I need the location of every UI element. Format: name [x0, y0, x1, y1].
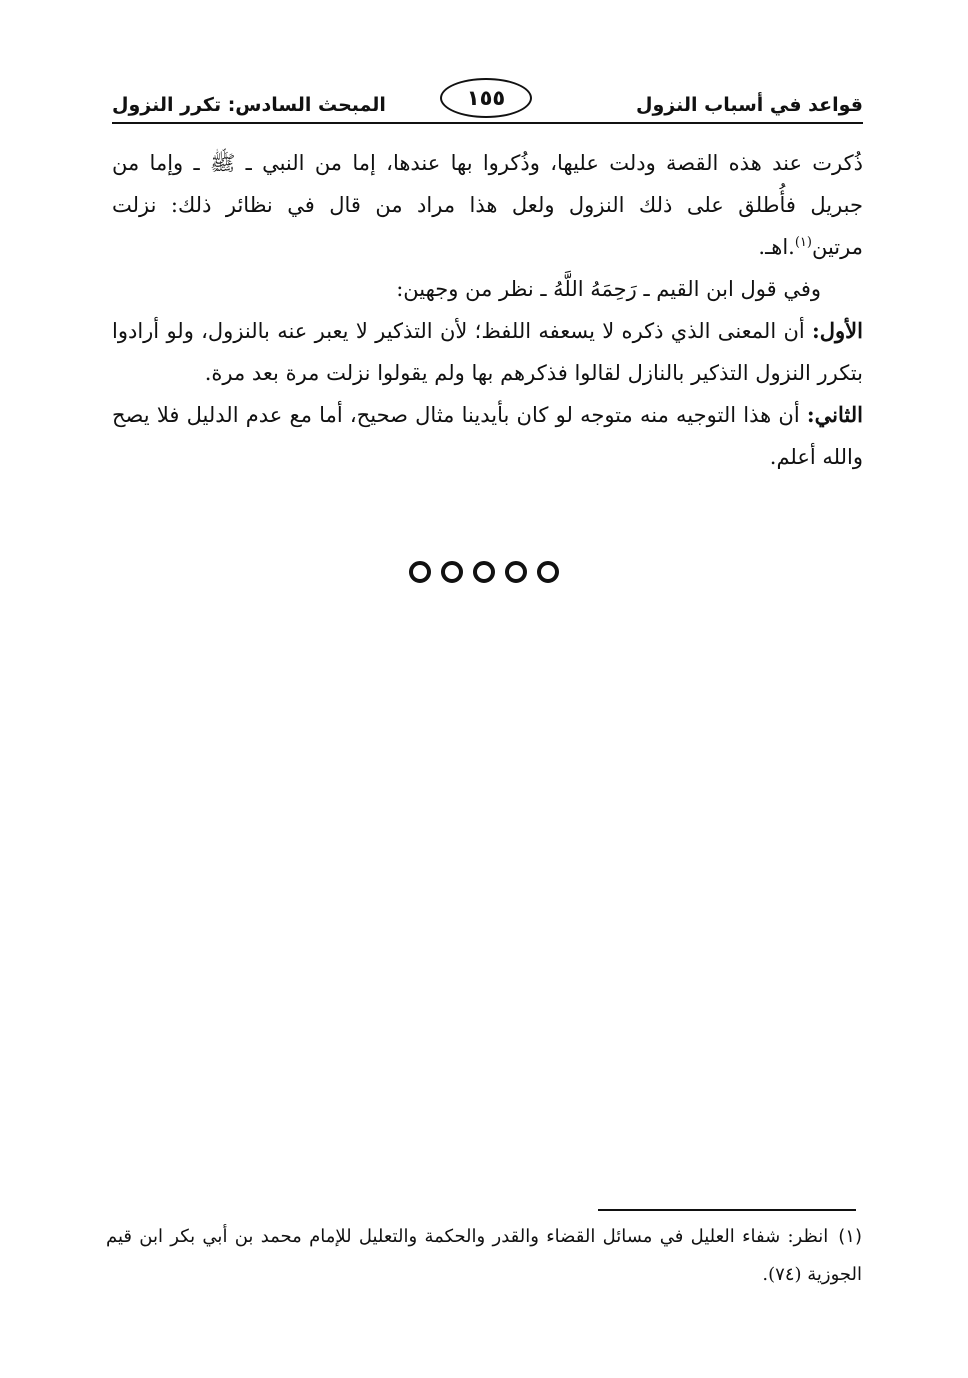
page-number-oval [440, 78, 532, 118]
footnote-reference[interactable]: (١) [794, 235, 812, 250]
ornament-ring [409, 561, 431, 583]
footnote-mark: (١) [838, 1226, 862, 1247]
ornament-ring [505, 561, 527, 583]
paragraph-1-end: .اهـ. [758, 235, 795, 259]
paragraph-3 [112, 310, 863, 394]
paragraph-1 [112, 142, 863, 268]
footnote [106, 1218, 862, 1294]
paragraph-3-text: أن المعنى الذي ذكره لا يسعفه اللفظ؛ لأن التذكير لا يعبر عنه بالنزول، ولو أرادوا بتكرر النزول التذكير بالنازل لقالوا فذكرهم بها ولم يقولوا نزلت مرة بعد مرة. [112, 319, 863, 385]
page-number: ١٥٥ [466, 86, 506, 110]
ornament-ring [537, 561, 559, 583]
point-first-label: الأول: [812, 318, 863, 343]
paragraph-4-text: أن هذا التوجيه منه متوجه لو كان بأيدينا مثال صحيح، أما مع عدم الدليل فلا يصح والله أعلم. [112, 403, 863, 469]
footnote-rule [598, 1209, 856, 1211]
main-text [112, 142, 863, 478]
footnote-text: انظر: شفاء العليل في مسائل القضاء والقدر والحكمة والتعليل للإمام محمد بن أبي بكر ابن قيم الجوزية (٧٤). [106, 1226, 862, 1285]
ornament-ring [473, 561, 495, 583]
paragraph-2: وفي قول ابن القيم ـ رَحِمَهُ اللَّهُ ـ نظر من وجهين: [396, 277, 821, 301]
section-end-ornament [0, 561, 968, 583]
header-rule [112, 122, 863, 124]
point-second-label: الثاني: [806, 402, 863, 427]
paragraph-4 [112, 394, 863, 478]
ornament-ring [441, 561, 463, 583]
paragraph-1-text: ذُكرت عند هذه القصة ودلت عليها، وذُكروا بها عندها، إما من النبي ـ ﷺ ـ وإما من جبريل فأُطلق على ذلك النزول ولعل هذا مراد من قال في نظائر ذلك: نزلت مرتين [112, 151, 863, 259]
chapter-title: المبحث السادس: تكرر النزول [112, 94, 386, 116]
page-header [112, 78, 863, 124]
book-title: قواعد في أسباب النزول [635, 94, 863, 116]
